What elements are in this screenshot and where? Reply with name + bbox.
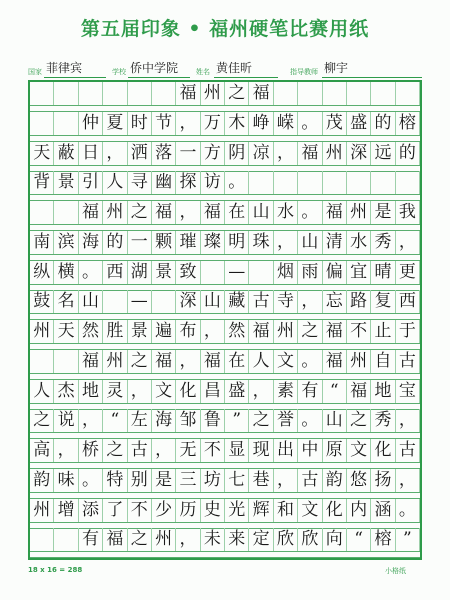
grid-cell: 日	[79, 142, 103, 165]
grid-cell: 秀	[371, 409, 395, 432]
grid-cell: 古	[128, 439, 152, 462]
grid-cell: 复	[371, 290, 395, 313]
grid-cell: 偏	[323, 261, 347, 284]
grid-cell: 宜	[347, 261, 371, 284]
grid-row	[30, 320, 420, 350]
grid-cell: 方	[201, 142, 225, 165]
grid-cell: 昌	[201, 380, 225, 403]
grid-cell: 深	[347, 142, 371, 165]
grid-cell: ，	[201, 320, 225, 343]
grid-cell: 福	[103, 528, 127, 551]
grid-cell: 。	[298, 112, 322, 135]
grid-cell: 地	[79, 380, 103, 403]
grid-cell: 的	[396, 142, 420, 165]
grid-cell: 远	[371, 142, 395, 165]
grid-cell: 福	[152, 201, 176, 224]
school-underline	[128, 77, 190, 78]
grid-cell: 欣	[274, 528, 298, 551]
grid-cell: 来	[225, 528, 249, 551]
grid-cell: 韵	[30, 469, 54, 492]
grid-cell: 之	[249, 409, 273, 432]
grid-cell	[371, 171, 395, 194]
grid-cell: 素	[274, 380, 298, 403]
grid-cell	[298, 82, 322, 105]
grid-cell: 杰	[54, 380, 78, 403]
grid-cell	[347, 171, 371, 194]
grid-row	[30, 201, 420, 231]
grid-cell: 七	[225, 469, 249, 492]
grid-cell: 三	[176, 469, 200, 492]
grid-cell: 古	[298, 469, 322, 492]
grid-cell: 寻	[128, 171, 152, 194]
grid-cell: 历	[176, 499, 200, 522]
grid-cell: 。	[79, 261, 103, 284]
grid-cell: 史	[201, 499, 225, 522]
grid-cell: 时	[128, 112, 152, 135]
grid-cell: 木	[225, 112, 249, 135]
grid-cell: 横	[54, 261, 78, 284]
grid-cell	[201, 261, 225, 284]
grid-cell: 悠	[347, 469, 371, 492]
grid-cell: 忘	[323, 290, 347, 313]
grid-cell: 原	[323, 439, 347, 462]
grid-cell: 。	[79, 469, 103, 492]
grid-cell: “	[323, 380, 347, 403]
grid-cell: 光	[225, 499, 249, 522]
grid-cell: 山	[298, 231, 322, 254]
grid-cell: 显	[225, 439, 249, 462]
grid-cell: 之	[298, 320, 322, 343]
name-value: 黄佳昕	[216, 61, 253, 75]
grid-cell: 现	[249, 439, 273, 462]
grid-cell: —	[225, 261, 249, 284]
grid-cell: 鼓	[30, 290, 54, 313]
grid-cell: ，	[103, 142, 127, 165]
grid-cell: 州	[323, 142, 347, 165]
grid-cell	[54, 201, 78, 224]
grid-cell: 我	[396, 201, 420, 224]
grid-cell: 西	[103, 261, 127, 284]
row-gap-strip	[30, 551, 420, 558]
grid-cell: 化	[176, 380, 200, 403]
teacher-label: 指导教师	[290, 68, 318, 76]
grid-cell: 之	[103, 439, 127, 462]
name-label: 姓名	[196, 68, 210, 76]
grid-cell	[54, 82, 78, 105]
grid-cell: 榕	[371, 528, 395, 551]
grid-cell: 仲	[79, 112, 103, 135]
grid-cell	[249, 171, 273, 194]
teacher-underline	[322, 77, 422, 78]
grid-cell	[249, 261, 273, 284]
grid-cell: 誉	[274, 409, 298, 432]
grid-cell: 访	[201, 171, 225, 194]
grid-cell: ，	[176, 350, 200, 373]
grid-cell: 引	[79, 171, 103, 194]
grid-row	[30, 142, 420, 172]
grid-cell: 味	[54, 469, 78, 492]
grid-cell: ，	[54, 439, 78, 462]
grid-row	[30, 350, 420, 380]
grid-cell: 一	[128, 231, 152, 254]
grid-cell: 州	[30, 499, 54, 522]
grid-cell: 雨	[298, 261, 322, 284]
grid-cell: 巷	[249, 469, 273, 492]
grid-cell: 在	[225, 201, 249, 224]
grid-cell: 遍	[152, 320, 176, 343]
grid-cell: 州	[30, 320, 54, 343]
paper-title: 第五届印象 • 福州硬笔比赛用纸	[80, 18, 370, 40]
grid-cell: 少	[152, 499, 176, 522]
grid-cell: 中	[298, 439, 322, 462]
grid-row	[30, 290, 420, 320]
grid-cell: 峥	[249, 112, 273, 135]
grid-cell: 文	[274, 350, 298, 373]
grid-cell: 更	[396, 261, 420, 284]
grid-cell	[30, 528, 54, 551]
grid-cell: 于	[396, 320, 420, 343]
grid-cell	[79, 82, 103, 105]
grid-cell	[298, 171, 322, 194]
grid-cell: 州	[103, 350, 127, 373]
grid-cell: 洒	[128, 142, 152, 165]
grid-cell: 明	[225, 231, 249, 254]
grid-cell: 纵	[30, 261, 54, 284]
grid-cell: 福	[79, 201, 103, 224]
grid-cell: 山	[323, 409, 347, 432]
grid-row	[30, 469, 420, 499]
grid-cell: 福	[323, 320, 347, 343]
grid-cell: 文	[298, 499, 322, 522]
grid-cell: 古	[249, 290, 273, 313]
grid-cell: 名	[54, 290, 78, 313]
grid-cell: 州	[347, 201, 371, 224]
grid-cell: 寺	[274, 290, 298, 313]
grid-cell: 古	[396, 350, 420, 373]
grid-cell: ，	[176, 112, 200, 135]
grid-cell: 之	[128, 528, 152, 551]
grid-cell: 夏	[103, 112, 127, 135]
grid-cell: 是	[152, 469, 176, 492]
grid-cell: 不	[201, 439, 225, 462]
grid-cell: 天	[54, 320, 78, 343]
grid-cell: 山	[79, 290, 103, 313]
grid-cell: 欣	[298, 528, 322, 551]
grid-cell: ，	[396, 409, 420, 432]
grid-cell: 向	[323, 528, 347, 551]
grid-cell: 湖	[128, 261, 152, 284]
country-value: 菲律宾	[46, 61, 83, 75]
grid-cell: “	[103, 409, 127, 432]
grid-cell: 之	[30, 409, 54, 432]
grid-cell: 晴	[371, 261, 395, 284]
grid-cell: 人	[103, 171, 127, 194]
grid-cell: 节	[152, 112, 176, 135]
name-underline	[214, 77, 278, 78]
grid-cell	[323, 82, 347, 105]
grid-cell: 福	[323, 350, 347, 373]
grid-cell: 福	[201, 201, 225, 224]
grid-cell	[396, 82, 420, 105]
grid-cell: 之	[225, 82, 249, 105]
grid-cell: 落	[152, 142, 176, 165]
country-underline	[44, 77, 106, 78]
grid-cell: “	[347, 528, 371, 551]
grid-cell	[152, 290, 176, 313]
grid-cell: 左	[128, 409, 152, 432]
grid-cell: 景	[152, 261, 176, 284]
grid-cell: 增	[54, 499, 78, 522]
grid-cell	[103, 82, 127, 105]
school-label: 学校	[112, 68, 126, 76]
grid-cell: 出	[274, 439, 298, 462]
grid-cell: 不	[128, 499, 152, 522]
grid-cell: 韵	[323, 469, 347, 492]
grid-cell: 人	[249, 350, 273, 373]
grid-cell: 文	[152, 380, 176, 403]
grid-cell: 福	[249, 82, 273, 105]
grid-cell: 烟	[274, 261, 298, 284]
grid-cell: ，	[176, 528, 200, 551]
grid-row	[30, 112, 420, 142]
grid-cell: 福	[323, 201, 347, 224]
paper-brand: 小格纸	[385, 567, 406, 575]
grid-cell: 州	[347, 350, 371, 373]
grid-cell: —	[128, 290, 152, 313]
grid-cell: ，	[274, 231, 298, 254]
grid-cell: 古	[396, 439, 420, 462]
grid-cell: 灵	[103, 380, 127, 403]
grid-cell: 是	[371, 201, 395, 224]
grid-cell: 的	[371, 112, 395, 135]
grid-cell: 山	[249, 201, 273, 224]
grid-cell: 桥	[79, 439, 103, 462]
grid-cell	[30, 201, 54, 224]
grid-cell: 福	[347, 380, 371, 403]
grid-cell: 福	[249, 320, 273, 343]
grid-row	[30, 171, 420, 201]
grid-cell: 州	[274, 320, 298, 343]
grid-cell: 水	[347, 231, 371, 254]
grid-cell: 景	[54, 171, 78, 194]
grid-cell: ，	[396, 469, 420, 492]
grid-cell: 未	[201, 528, 225, 551]
grid-cell: 有	[298, 380, 322, 403]
grid-cell: ，	[396, 231, 420, 254]
grid-cell: 滨	[54, 231, 78, 254]
grid-cell: 邹	[176, 409, 200, 432]
grid-cell: 。	[225, 171, 249, 194]
grid-cell: 背	[30, 171, 54, 194]
grid-cell: 天	[30, 142, 54, 165]
grid-cell: 添	[79, 499, 103, 522]
grid-cell: 高	[30, 439, 54, 462]
grid-cell: 然	[225, 320, 249, 343]
grid-cell: 璀	[176, 231, 200, 254]
grid-cell: 福	[152, 350, 176, 373]
grid-cell	[54, 528, 78, 551]
grid-cell: 宝	[396, 380, 420, 403]
grid-cell: 之	[347, 409, 371, 432]
grid-cell: 州	[152, 528, 176, 551]
grid-cell: 万	[201, 112, 225, 135]
grid-row	[30, 380, 420, 410]
school-value: 侨中学院	[130, 61, 179, 75]
grid-cell	[371, 82, 395, 105]
grid-cell	[128, 82, 152, 105]
grid-cell: 州	[201, 82, 225, 105]
grid-cell: 然	[79, 320, 103, 343]
grid-cell: 有	[79, 528, 103, 551]
grid-cell: 珠	[249, 231, 273, 254]
grid-cell: 扬	[371, 469, 395, 492]
grid-cell: 之	[128, 350, 152, 373]
grid-cell	[396, 171, 420, 194]
grid-cell: ，	[152, 439, 176, 462]
grid-cell: 文	[347, 439, 371, 462]
grid-cell: 坊	[201, 469, 225, 492]
grid-cell	[30, 350, 54, 373]
grid-cell: 盛	[347, 112, 371, 135]
grid-cell: 海	[79, 231, 103, 254]
grid-row	[30, 528, 420, 558]
grid-cell: 福	[201, 350, 225, 373]
writing-grid	[28, 80, 422, 560]
grid-cell: 清	[323, 231, 347, 254]
grid-cell: 深	[176, 290, 200, 313]
country-label: 国家	[28, 68, 42, 76]
grid-count-note: 18 x 16 = 288	[28, 566, 83, 574]
grid-cell: 自	[371, 350, 395, 373]
grid-cell	[274, 171, 298, 194]
grid-row	[30, 499, 420, 529]
grid-cell	[30, 82, 54, 105]
grid-row	[30, 231, 420, 261]
grid-cell: 海	[152, 409, 176, 432]
grid-cell: 止	[371, 320, 395, 343]
grid-cell: 致	[176, 261, 200, 284]
grid-cell: 了	[103, 499, 127, 522]
grid-cell: 的	[103, 231, 127, 254]
grid-cell: ”	[225, 409, 249, 432]
grid-cell: 榕	[396, 112, 420, 135]
grid-cell	[323, 171, 347, 194]
grid-cell: ，	[249, 380, 273, 403]
grid-cell: 州	[103, 201, 127, 224]
grid-cell: ，	[79, 409, 103, 432]
grid-cell: 景	[128, 320, 152, 343]
grid-cell: 在	[225, 350, 249, 373]
grid-cell: 不	[347, 320, 371, 343]
grid-cell: 地	[371, 380, 395, 403]
grid-cell: 水	[274, 201, 298, 224]
grid-cell: ，	[274, 142, 298, 165]
grid-row	[30, 439, 420, 469]
grid-cell: 定	[249, 528, 273, 551]
grid-cell: 秀	[371, 231, 395, 254]
grid-cell: 南	[30, 231, 54, 254]
grid-cell	[30, 112, 54, 135]
entrant-info-row	[28, 62, 422, 78]
grid-cell: 蔽	[54, 142, 78, 165]
grid-cell: 。	[298, 409, 322, 432]
grid-cell: 。	[298, 201, 322, 224]
grid-cell: 一	[176, 142, 200, 165]
grid-cell: 说	[54, 409, 78, 432]
grid-cell: 特	[103, 469, 127, 492]
grid-cell: ，	[274, 469, 298, 492]
grid-cell	[274, 82, 298, 105]
grid-cell: 探	[176, 171, 200, 194]
grid-cell: 人	[30, 380, 54, 403]
grid-cell	[347, 82, 371, 105]
grid-cell: 福	[298, 142, 322, 165]
grid-cell: 内	[347, 499, 371, 522]
grid-row	[30, 82, 420, 112]
grid-cell: 阴	[225, 142, 249, 165]
grid-cell: 山	[201, 290, 225, 313]
grid-cell	[54, 112, 78, 135]
grid-cell: 幽	[152, 171, 176, 194]
grid-cell: 化	[371, 439, 395, 462]
grid-cell: ，	[128, 380, 152, 403]
grid-cell: 福	[176, 82, 200, 105]
grid-cell	[103, 290, 127, 313]
teacher-value: 柳宇	[324, 61, 349, 75]
grid-cell: 布	[176, 320, 200, 343]
grid-cell: 璨	[201, 231, 225, 254]
grid-cell: 。	[298, 350, 322, 373]
grid-cell: 。	[396, 499, 420, 522]
grid-cell: 胜	[103, 320, 127, 343]
grid-row	[30, 261, 420, 291]
grid-cell: 凉	[249, 142, 273, 165]
grid-cell: 之	[128, 201, 152, 224]
grid-cell: 鲁	[201, 409, 225, 432]
grid-cell: 和	[274, 499, 298, 522]
grid-cell: 路	[347, 290, 371, 313]
grid-cell: 无	[176, 439, 200, 462]
grid-cell: 盛	[225, 380, 249, 403]
grid-cell: 别	[128, 469, 152, 492]
grid-cell: 嵘	[274, 112, 298, 135]
grid-cell	[54, 350, 78, 373]
grid-cell: 辉	[249, 499, 273, 522]
grid-cell: 福	[79, 350, 103, 373]
grid-cell: ，	[176, 201, 200, 224]
grid-cell: 涵	[371, 499, 395, 522]
grid-cell: ”	[396, 528, 420, 551]
grid-cell: 西	[396, 290, 420, 313]
grid-cell	[152, 82, 176, 105]
grid-cell: ，	[298, 290, 322, 313]
grid-cell: 化	[323, 499, 347, 522]
grid-row	[30, 409, 420, 439]
grid-cell: 颗	[152, 231, 176, 254]
grid-cell: 藏	[225, 290, 249, 313]
grid-cell: 茂	[323, 112, 347, 135]
